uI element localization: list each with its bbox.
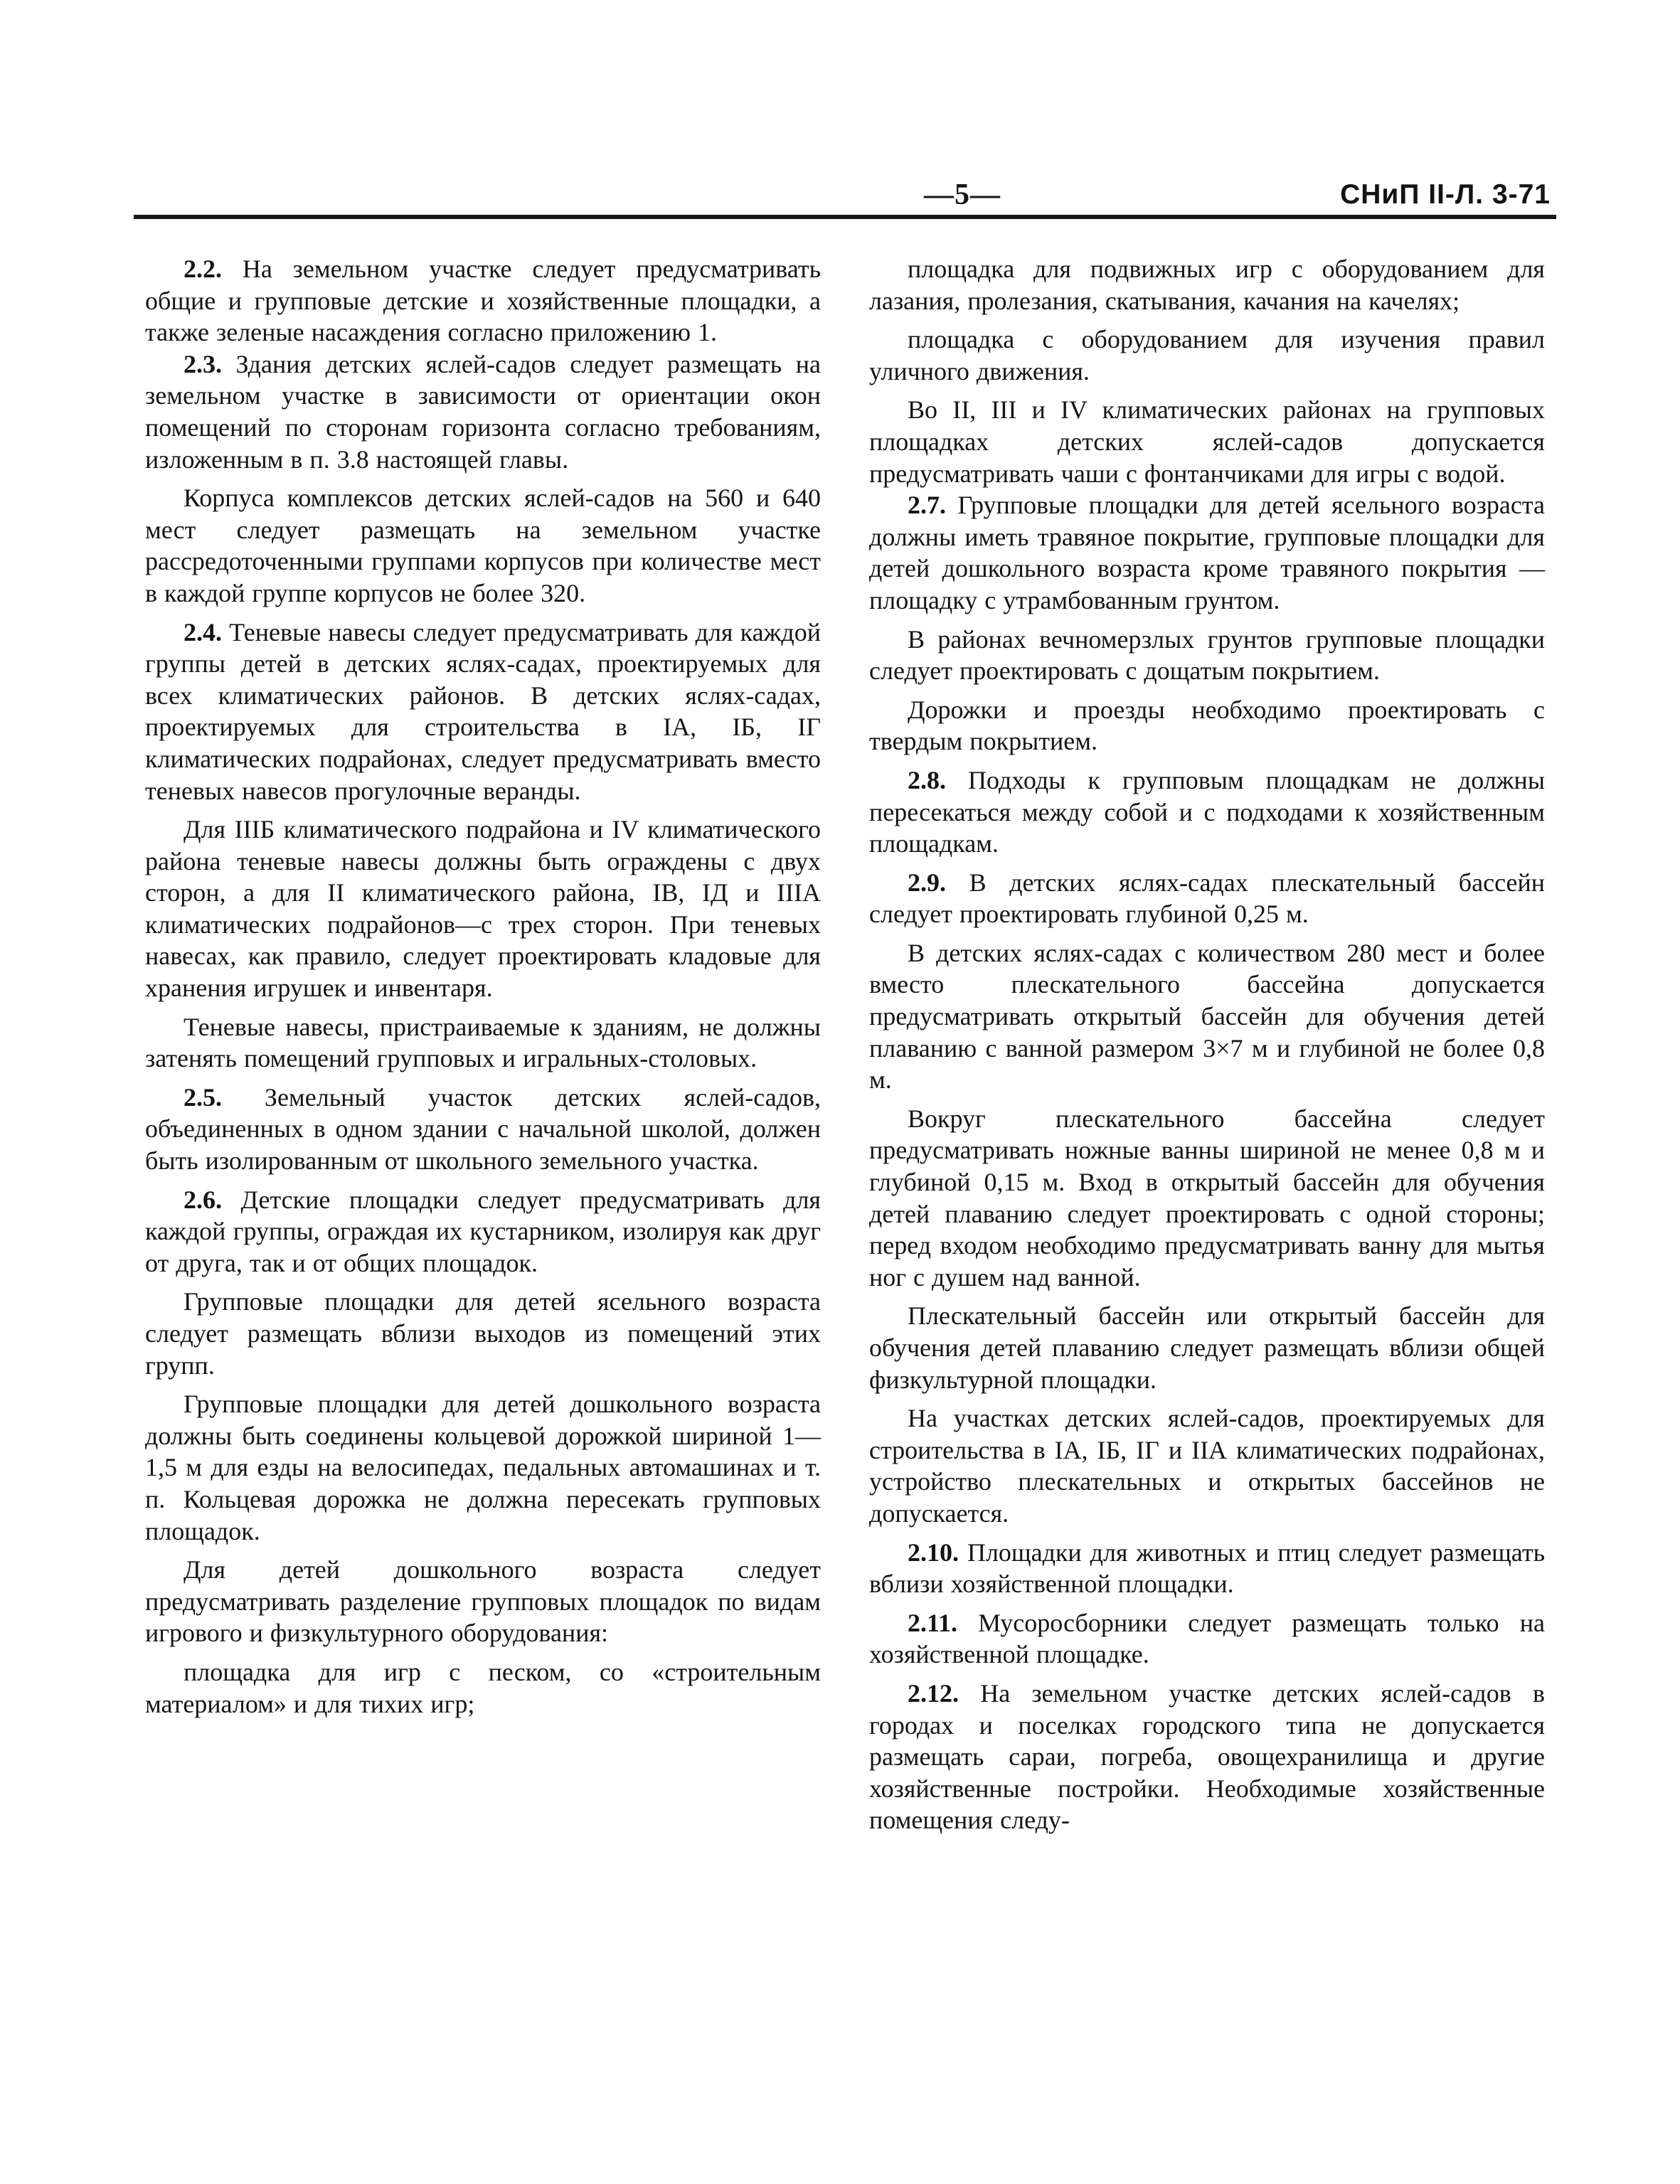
paragraph-text: В детских яслях-садах плескательный бассейн следует проектировать глубиной 0,25 м. — [869, 868, 1545, 929]
paragraph — [869, 1402, 1545, 1529]
paragraph-text: Детские площадки следует предусматривать для каждой группы, ограждая их кустарником, изолируя как друг от друга, так и от общих площадок. — [145, 1185, 821, 1277]
paragraph-text: На земельном участке детских яслей-садов в городах и поселках городского типа не допускается размещать сараи, погреба, овощехранилища и другие хозяйственные постройки. Необходимые хозяйственные помещения следу- — [869, 1678, 1545, 1835]
paragraph-text: Теневые навесы следует предусматривать для каждой группы детей в детских яслях-садах, проектируемых для всех климатических районов. В детских яслях-садах, проектируемых для строительства в IА, IБ, IГ климатических подрайонах, следует предусматривать вместо теневых навесов прогулочные веранды. — [145, 617, 821, 805]
paragraph-text: Во II, III и IV климатических районах на групповых площадках детских яслей-садов допускается предусматривать чаши с фонтанчиками для игры с водой. — [869, 395, 1545, 488]
paragraph-text: Для IIIБ климатического подрайона и IV климатического района теневые навесы должны быть ограждены с двух сторон, а для II климатического района, IВ, IД и IIIА климатических подрайонов—с трех сторон. При теневых навесах, как правило, следует проектировать кладовые для хранения игрушек и инвентаря. — [145, 815, 821, 1003]
clause-number: 2.9. — [908, 868, 946, 897]
header-rule — [134, 215, 1556, 219]
paragraph-text: Вокруг плескательного бассейна следует предусматривать ножные ванны шириной не менее 0,8 м и глубиной 0,15 м. Вход в открытый бассейн для обучения детей плаванию следует проектировать с одной стороны; перед входом необходимо предусматривать ванну для мытья ног с душем над ванной. — [869, 1104, 1545, 1291]
paragraph-text: На земельном участке следует предусматривать общие и групповые детские и хозяйственные площадки, а также зеленые насаждения согласно приложению 1. — [145, 255, 821, 347]
document-code: СНиП II-Л. 3-71 — [1340, 179, 1551, 210]
paragraph — [145, 1082, 821, 1177]
paragraph-text: В районах вечномерзлых грунтов групповые площадки следует проектировать с дощатым покрытием. — [869, 624, 1545, 686]
paragraph-text: Подходы к групповым площадкам не должны пересекаться между собой и с подходами к хозяйственным площадкам. — [869, 765, 1546, 858]
clause-number: 2.3. — [184, 349, 222, 378]
clause-number: 2.6. — [184, 1185, 222, 1214]
paragraph — [869, 1678, 1545, 1836]
paragraph — [145, 1011, 821, 1075]
clause-number: 2.12. — [908, 1678, 959, 1708]
paragraph-text: площадка для игр с песком, со «строительным материалом» и для тихих игр; — [145, 1657, 821, 1718]
paragraph-text: Групповые площадки для детей ясельного возраста следует размещать вблизи выходов из помещений этих групп. — [145, 1287, 821, 1380]
paragraph — [869, 394, 1545, 489]
paragraph — [869, 1103, 1545, 1294]
paragraph — [145, 1286, 821, 1381]
paragraph-text: Дорожки и проезды необходимо проектировать с твердым покрытием. — [869, 695, 1545, 756]
paragraph — [869, 253, 1545, 316]
paragraph-text: площадка для подвижных игр с оборудованием для лазания, пролезания, скатывания, качания на качелях; — [869, 255, 1545, 315]
paragraph — [869, 1300, 1545, 1395]
clause-number: 2.8. — [908, 765, 946, 794]
paragraph-text: Для детей дошкольного возраста следует предусматривать разделение групповых площадок по видам игрового и физкультурного оборудования: — [145, 1555, 821, 1648]
paragraph — [145, 617, 821, 807]
paragraph — [869, 867, 1545, 930]
paragraph-text: Мусоросборники следует размещать только на хозяйственной площадке. — [869, 1608, 1545, 1669]
paragraph — [145, 814, 821, 1004]
paragraph-text: Площадки для животных и птиц следует размещать вблизи хозяйственной площадки. — [869, 1538, 1545, 1599]
page-number: —5— — [924, 179, 1001, 211]
paragraph-text: Плескательный бассейн или открытый бассейн для обучения детей плаванию следует размещать вблизи общей физкультурной площадки. — [869, 1301, 1545, 1394]
right-column — [869, 253, 1545, 1836]
paragraph-text: Здания детских яслей-садов следует размещать на земельном участке в зависимости от ориентации окон помещений по сторонам горизонта согласно требованиям, изложенным в п. 3.8 настоящей главы. — [145, 349, 822, 474]
paragraph — [869, 324, 1545, 387]
clause-number: 2.4. — [184, 617, 222, 646]
paragraph — [145, 482, 821, 609]
paragraph — [869, 765, 1545, 860]
clause-number: 2.2. — [184, 255, 222, 283]
paragraph — [869, 624, 1545, 687]
clause-number: 2.7. — [908, 491, 946, 520]
paragraph — [869, 937, 1545, 1096]
paragraph — [869, 489, 1545, 616]
paragraph-text: На участках детских яслей-садов, проектируемых для строительства в IА, IБ, IГ и IIА климатических подрайонах, устройство плескательных и открытых бассейнов не допускается. — [869, 1404, 1545, 1528]
paragraph — [145, 348, 821, 475]
paragraph-text: Корпуса комплексов детских яслей-садов на 560 и 640 мест следует размещать на земельном участке рассредоточенными группами корпусов при количестве мест в каждой группе корпусов не более 320. — [145, 484, 821, 607]
paragraph-text: Земельный участок детских яслей-садов, объединенных в одном здании с начальной школой, должен быть изолированным от школьного земельного участка. — [145, 1082, 821, 1176]
paragraph — [145, 253, 821, 348]
paragraph-text: Групповые площадки для детей дошкольного возраста должны быть соединены кольцевой дорожкой шириной 1—1,5 м для езды на велосипедах, педальных автомашинах и т. п. Кольцевая дорожка не должна пересекать групповых площадок. — [145, 1390, 821, 1545]
paragraph-text: Теневые навесы, пристраиваемые к зданиям, не должны затенять помещений групповых и игральных-столовых. — [145, 1012, 821, 1073]
paragraph — [145, 1656, 821, 1720]
left-column — [145, 253, 821, 1720]
paragraph — [145, 1388, 821, 1547]
paragraph-text: площадка с оборудованием для изучения правил уличного движения. — [869, 325, 1545, 385]
clause-number: 2.5. — [184, 1082, 222, 1112]
paragraph — [145, 1554, 821, 1649]
clause-number: 2.11. — [908, 1608, 958, 1637]
paragraph — [869, 1607, 1545, 1671]
paragraph — [145, 1184, 821, 1279]
paragraph-text: Групповые площадки для детей ясельного возраста должны иметь травяное покрытие, групповые площадки для детей дошкольного возраста кроме травяного покрытия — площадку с утрамбованным грунтом. — [869, 491, 1546, 614]
clause-number: 2.10. — [908, 1538, 959, 1567]
paragraph-text: В детских яслях-садах с количеством 280 мест и более вместо плескательного бассейна допускается предусматривать открытый бассейн для обучения детей плаванию с ванной размером 3×7 м и глубиной не более 0,8 м. — [869, 938, 1545, 1094]
paragraph — [869, 694, 1545, 757]
paragraph — [869, 1537, 1545, 1600]
